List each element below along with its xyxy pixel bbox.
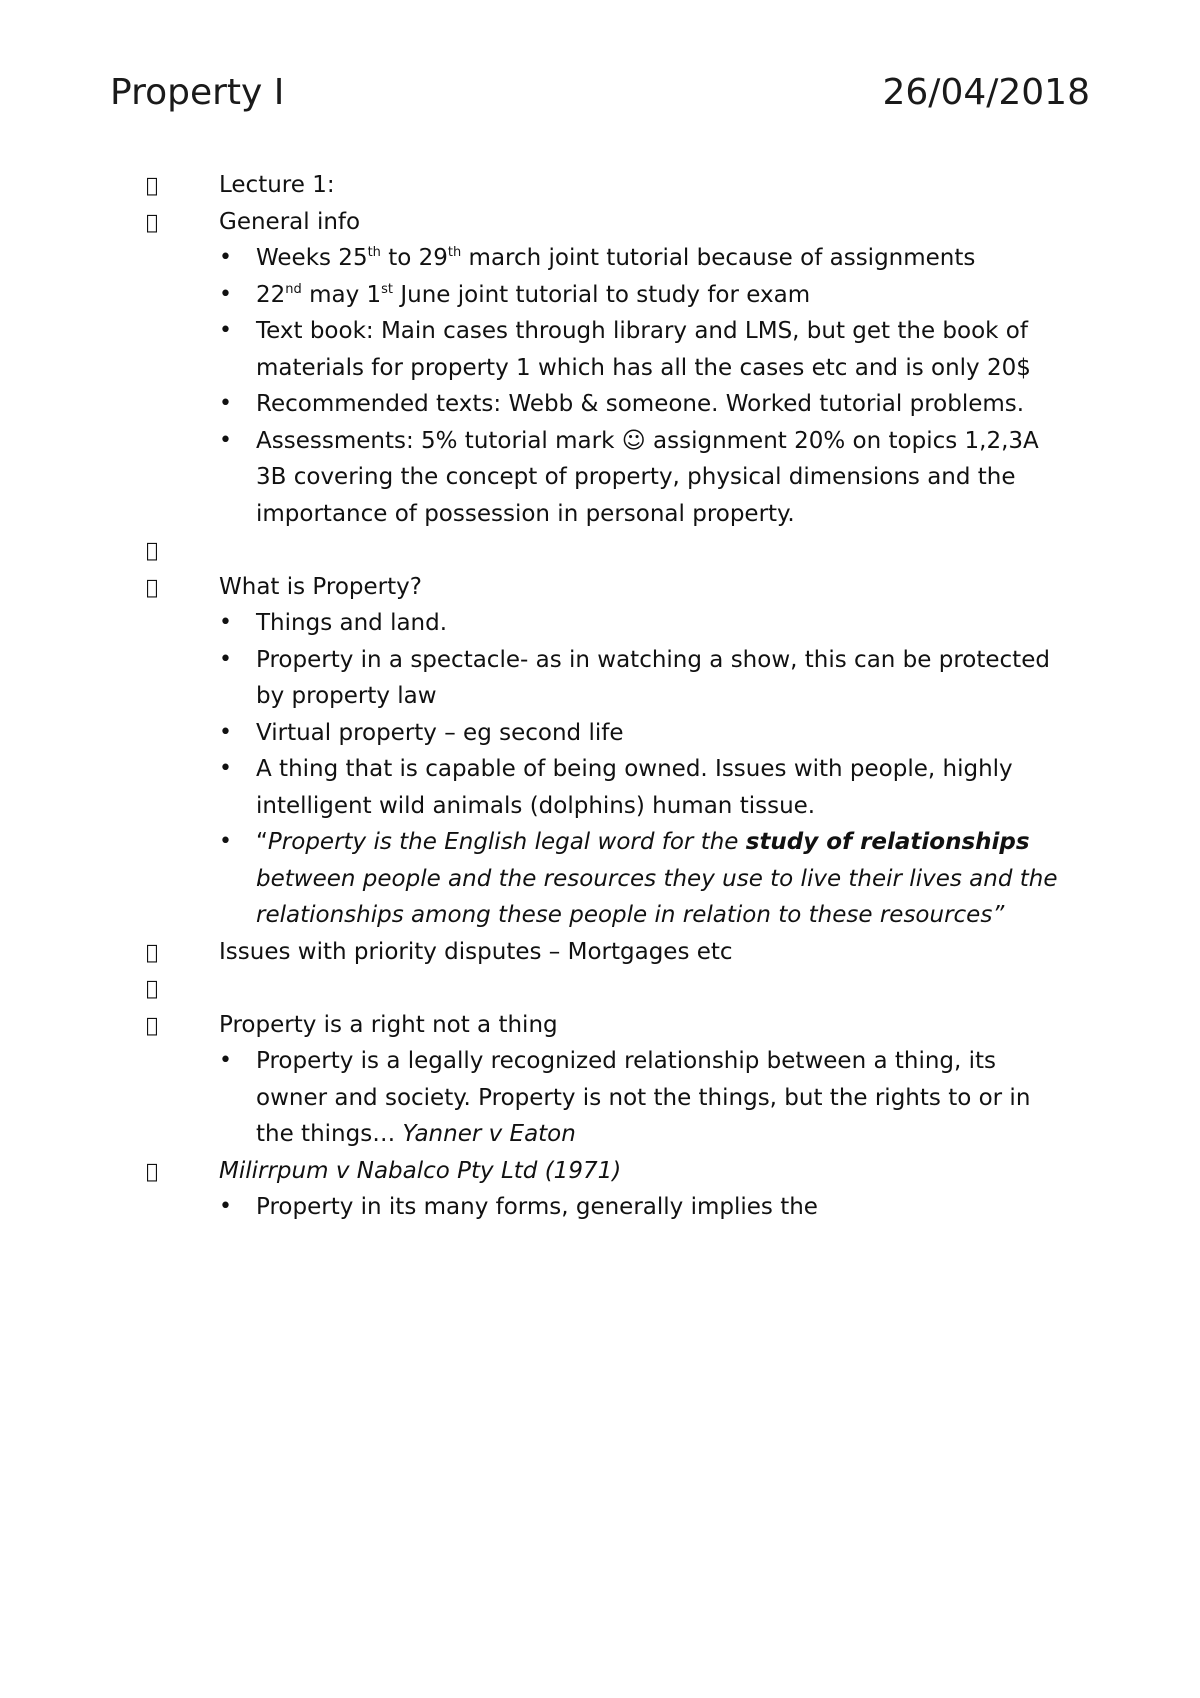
- item-text: Text book: Main cases through library and LMS, but get the book of materials for property 1 which has all the cases etc and is only 20$: [256, 318, 1031, 381]
- sub-list-item: [0, 642, 1200, 715]
- list-item: [0, 569, 1200, 606]
- item-text: Property in its many forms, generally implies the: [256, 1194, 818, 1220]
- bullet-icon: •: [219, 756, 232, 781]
- sub-list-item: [0, 715, 1200, 752]
- property-definition-quote: “Property is the English legal word for the study of relationships between people and the resources they use to live their lives and the relationships among these people in relation to these resources”: [256, 829, 1058, 928]
- bullet-icon: •: [219, 427, 232, 453]
- sub-list-item: [0, 313, 1200, 386]
- sub-list-item: [0, 1043, 1200, 1153]
- bullet-icon: •: [219, 318, 232, 343]
- item-text: What is Property?: [219, 573, 422, 600]
- list-item: [0, 1153, 1200, 1190]
- case-citation: Milirrpum v Nabalco Pty Ltd (1971): [219, 1157, 622, 1184]
- list-item: [0, 167, 1200, 204]
- item-text: Property is a right not a thing: [219, 1011, 558, 1038]
- sub-list-item: [0, 423, 1200, 533]
- item-text: Things and land.: [256, 610, 448, 636]
- sub-list-item: [0, 386, 1200, 423]
- missing-glyph-icon: [146, 1007, 158, 1044]
- list-item: [0, 970, 1200, 1007]
- list-item: [0, 1007, 1200, 1044]
- item-text: 22nd may 1st June joint tutorial to study for exam: [256, 281, 811, 308]
- item-text: Issues with priority disputes – Mortgages etc: [219, 938, 733, 965]
- sub-list-item: [0, 824, 1200, 934]
- missing-glyph-icon: [146, 532, 158, 569]
- item-text: Virtual property – eg second life: [256, 719, 624, 746]
- item-text: Lecture 1:: [219, 172, 335, 198]
- bullet-icon: •: [219, 646, 232, 672]
- smiley-icon: ☺: [621, 427, 646, 454]
- sub-list-item: [0, 751, 1200, 824]
- missing-glyph-icon: [146, 204, 158, 241]
- sub-list-item: [0, 1189, 1200, 1226]
- list-item: [0, 934, 1200, 971]
- item-text: Property is a legally recognized relationship between a thing, its owner and society. Property is not the things, but the rights to or in the things… Yanner v Eaton: [256, 1048, 1031, 1147]
- sub-list-item: [0, 277, 1200, 314]
- sub-list-item: [0, 605, 1200, 642]
- list-item: [0, 204, 1200, 241]
- lecture-notes: [0, 167, 1200, 1226]
- sub-list-item: [0, 240, 1200, 277]
- item-text: Assessments: 5% tutorial mark ☺ assignment 20% on topics 1,2,3A 3B covering the concept of property, physical dimensions and the importance of possession in personal property.: [256, 427, 1039, 527]
- missing-glyph-icon: [146, 569, 158, 606]
- item-text: Property in a spectacle- as in watching a show, this can be protected by property law: [256, 646, 1050, 709]
- missing-glyph-icon: [146, 167, 158, 204]
- bullet-icon: •: [219, 719, 232, 745]
- page-date: 26/04/2018: [882, 72, 1090, 113]
- bullet-icon: •: [219, 245, 232, 270]
- item-text: A thing that is capable of being owned. Issues with people, highly intelligent wild animals (dolphins) human tissue.: [256, 756, 1013, 819]
- page-header: [110, 72, 1090, 122]
- item-text: Recommended texts: Webb & someone. Worked tutorial problems.: [256, 391, 1025, 417]
- item-text: Weeks 25th to 29th march joint tutorial because of assignments: [256, 245, 976, 271]
- item-text: General info: [219, 208, 361, 235]
- missing-glyph-icon: [146, 1153, 158, 1190]
- bullet-icon: •: [219, 1048, 232, 1073]
- page-title: Property I: [110, 72, 285, 113]
- bullet-icon: •: [219, 391, 232, 416]
- bullet-icon: •: [219, 610, 232, 635]
- missing-glyph-icon: [146, 970, 158, 1007]
- list-item: [0, 532, 1200, 569]
- bullet-icon: •: [219, 1194, 232, 1219]
- bullet-icon: •: [219, 281, 232, 307]
- missing-glyph-icon: [146, 934, 158, 971]
- case-citation: Yanner v Eaton: [402, 1121, 576, 1147]
- bullet-icon: •: [219, 829, 232, 854]
